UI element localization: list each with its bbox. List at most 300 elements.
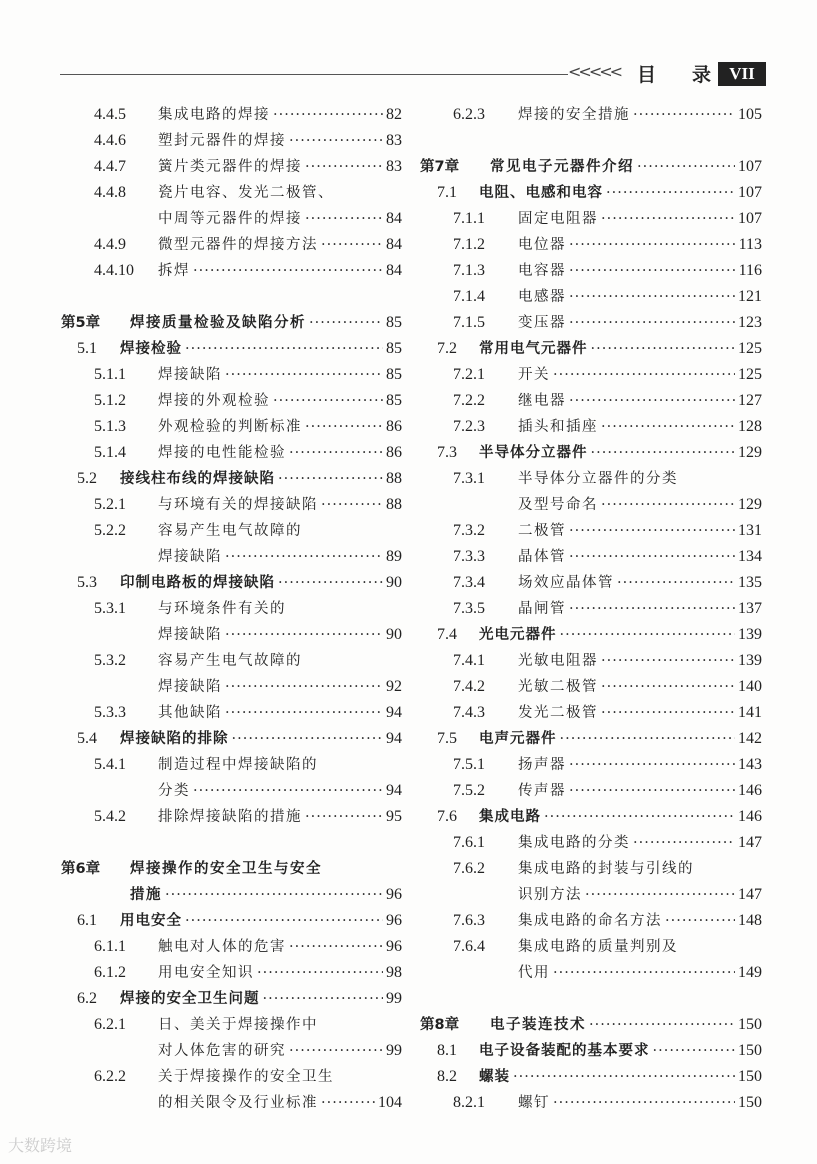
toc-entry-title: 焊接缺陷 xyxy=(158,627,222,643)
toc-entry-title: 制造过程中焊接缺陷的 xyxy=(158,757,318,773)
toc-entry[interactable] xyxy=(453,1090,762,1116)
toc-entry-page: 89 xyxy=(386,548,402,565)
toc-entry-number: 第8章 xyxy=(420,1017,460,1033)
toc-entry-page: 95 xyxy=(386,808,402,825)
toc-entry[interactable] xyxy=(94,414,402,440)
toc-entry-page: 146 xyxy=(738,782,762,799)
toc-entry-number: 7.2.2 xyxy=(453,392,485,409)
toc-entry[interactable] xyxy=(94,388,402,414)
toc-entry[interactable] xyxy=(453,284,762,310)
dot-leader xyxy=(273,388,383,414)
toc-entry[interactable] xyxy=(94,232,402,258)
dot-leader xyxy=(544,804,735,830)
header-title-2: 录 xyxy=(692,64,712,86)
toc-entry-number: 4.4.9 xyxy=(94,236,126,253)
toc-entry-title: 焊接操作的安全卫生与安全 xyxy=(130,861,322,877)
toc-entry-title: 识别方法 xyxy=(518,887,582,903)
toc-entry-number: 6.2 xyxy=(77,990,97,1007)
toc-entry-page: 84 xyxy=(386,236,402,253)
toc-entry[interactable] xyxy=(94,934,402,960)
dot-leader xyxy=(289,128,383,154)
toc-entry-title: 的相关限令及行业标准 xyxy=(158,1095,318,1111)
toc-entry-page: 116 xyxy=(738,262,762,279)
toc-entry-page: 85 xyxy=(386,340,402,357)
toc-entry-number: 7.2 xyxy=(437,340,457,357)
toc-entry-title: 微型元器件的焊接方法 xyxy=(158,237,318,253)
toc-entry[interactable] xyxy=(453,752,762,778)
toc-entry-number: 4.4.10 xyxy=(94,262,134,279)
toc-entry-number: 7.2.3 xyxy=(453,418,485,435)
toc-entry-continuation[interactable] xyxy=(158,622,402,648)
toc-entry-number: 8.1 xyxy=(437,1042,457,1059)
dot-leader xyxy=(569,258,736,284)
toc-entry[interactable] xyxy=(77,466,402,492)
dot-leader xyxy=(569,778,735,804)
toc-entry[interactable] xyxy=(94,440,402,466)
toc-entry[interactable] xyxy=(453,700,762,726)
toc-entry[interactable] xyxy=(94,518,402,544)
toc-entry[interactable] xyxy=(453,674,762,700)
toc-entry-title: 焊接的外观检验 xyxy=(158,393,270,409)
toc-entry[interactable] xyxy=(94,1012,402,1038)
toc-entry[interactable] xyxy=(453,466,762,492)
toc-entry-page: 82 xyxy=(386,106,402,123)
dot-leader xyxy=(560,726,736,752)
toc-entry-title: 半导体分立器件 xyxy=(479,445,588,461)
toc-entry[interactable] xyxy=(453,596,762,622)
toc-entry-title: 发光二极管 xyxy=(518,705,598,721)
toc-entry-title: 插头和插座 xyxy=(518,419,598,435)
dot-leader xyxy=(601,674,735,700)
toc-entry-title: 与环境条件有关的 xyxy=(158,601,286,617)
toc-entry-title: 固定电阻器 xyxy=(518,211,598,227)
dot-leader xyxy=(569,596,735,622)
dot-leader xyxy=(193,258,383,284)
toc-entry-title: 二极管 xyxy=(518,523,566,539)
dot-leader xyxy=(321,232,383,258)
toc-entry-page: 83 xyxy=(386,158,402,175)
toc-entry-page: 137 xyxy=(738,600,762,617)
toc-entry-page: 85 xyxy=(386,366,402,383)
dot-leader xyxy=(569,752,735,778)
toc-entry-continuation[interactable] xyxy=(158,778,402,804)
toc-entry-title: 焊接缺陷 xyxy=(158,679,222,695)
toc-entry-page: 143 xyxy=(738,756,762,773)
toc-entry-page: 129 xyxy=(738,496,762,513)
toc-entry-number: 4.4.6 xyxy=(94,132,126,149)
dot-leader xyxy=(569,310,735,336)
toc-entry-title: 其他缺陷 xyxy=(158,705,222,721)
toc-entry[interactable] xyxy=(453,570,762,596)
dot-leader xyxy=(617,570,735,596)
toc-entry-number: 5.2.1 xyxy=(94,496,126,513)
toc-entry-title: 集成电路的焊接 xyxy=(158,107,270,123)
toc-entry-number: 5.3.3 xyxy=(94,704,126,721)
toc-entry-title: 用电安全知识 xyxy=(158,965,254,981)
toc-entry[interactable] xyxy=(94,648,402,674)
toc-entry-number: 7.5.1 xyxy=(453,756,485,773)
dot-leader xyxy=(193,778,383,804)
dot-leader xyxy=(569,544,735,570)
toc-entry-title: 集成电路的封装与引线的 xyxy=(518,861,694,877)
dot-leader xyxy=(225,700,383,726)
toc-entry-title: 瓷片电容、发光二极管、 xyxy=(158,185,334,201)
toc-entry-continuation[interactable] xyxy=(158,1038,402,1064)
toc-entry-page: 99 xyxy=(386,1042,402,1059)
toc-entry-continuation[interactable] xyxy=(518,492,762,518)
toc-entry[interactable] xyxy=(437,726,762,752)
toc-entry-number: 7.1 xyxy=(437,184,457,201)
toc-entry[interactable] xyxy=(453,908,762,934)
toc-entry-page: 88 xyxy=(386,496,402,513)
toc-entry-page: 94 xyxy=(386,730,402,747)
toc-entry-title: 继电器 xyxy=(518,393,566,409)
toc-entry-title: 扬声器 xyxy=(518,757,566,773)
toc-entry-number: 7.1.4 xyxy=(453,288,485,305)
toc-entry-number: 4.4.5 xyxy=(94,106,126,123)
dot-leader xyxy=(601,492,735,518)
toc-entry[interactable] xyxy=(453,856,762,882)
toc-entry-page: 90 xyxy=(386,574,402,591)
toc-entry-page: 92 xyxy=(386,678,402,695)
dot-leader xyxy=(601,414,735,440)
dot-leader xyxy=(553,362,735,388)
toc-entry-page: 96 xyxy=(386,886,402,903)
toc-entry-page: 150 xyxy=(738,1094,762,1111)
toc-entry-page: 85 xyxy=(386,314,402,331)
toc-entry-page: 123 xyxy=(738,314,762,331)
toc-entry-number: 5.4 xyxy=(77,730,97,747)
toc-entry-page: 96 xyxy=(386,912,402,929)
toc-entry-title: 排除焊接缺陷的措施 xyxy=(158,809,302,825)
toc-entry[interactable] xyxy=(453,518,762,544)
toc-entry[interactable] xyxy=(77,908,402,934)
dot-leader xyxy=(289,934,383,960)
toc-entry-page: 150 xyxy=(738,1042,762,1059)
toc-entry-title: 电声元器件 xyxy=(479,731,557,747)
toc-entry-number: 5.3.1 xyxy=(94,600,126,617)
toc-entry-title: 集成电路的分类 xyxy=(518,835,630,851)
toc-entry[interactable] xyxy=(453,414,762,440)
dot-leader xyxy=(185,908,383,934)
toc-entry-page: 139 xyxy=(738,626,762,643)
toc-entry-page: 140 xyxy=(738,678,762,695)
toc-entry-page: 113 xyxy=(738,236,762,253)
toc-entry[interactable] xyxy=(94,128,402,154)
toc-entry-page: 129 xyxy=(738,444,762,461)
toc-entry-title: 光敏电阻器 xyxy=(518,653,598,669)
toc-entry-title: 光电元器件 xyxy=(479,627,557,643)
toc-entry-number: 7.1.2 xyxy=(453,236,485,253)
toc-entry[interactable] xyxy=(453,232,762,258)
toc-entry-page: 90 xyxy=(386,626,402,643)
dot-leader xyxy=(591,336,736,362)
toc-entry-title: 焊接的电性能检验 xyxy=(158,445,286,461)
toc-entry-number: 6.1 xyxy=(77,912,97,929)
toc-entry[interactable] xyxy=(94,804,402,830)
dot-leader xyxy=(225,674,383,700)
toc-entry-number: 7.6 xyxy=(437,808,457,825)
header-arrows: <<<<< xyxy=(568,62,621,81)
toc-entry[interactable] xyxy=(94,102,402,128)
toc-entry[interactable] xyxy=(453,310,762,336)
dot-leader xyxy=(569,284,735,310)
toc-entry-page: 84 xyxy=(386,262,402,279)
toc-entry-page: 84 xyxy=(386,210,402,227)
toc-entry-continuation[interactable] xyxy=(158,206,402,232)
toc-entry-page: 98 xyxy=(386,964,402,981)
toc-entry-title: 电位器 xyxy=(518,237,566,253)
toc-entry-title: 传声器 xyxy=(518,783,566,799)
dot-leader xyxy=(263,986,384,1012)
toc-entry-title: 用电安全 xyxy=(120,913,182,929)
toc-entry-title: 拆焊 xyxy=(158,263,190,279)
toc-entry-title: 开关 xyxy=(518,367,550,383)
watermark: 大数跨境 xyxy=(8,1136,73,1155)
toc-entry[interactable] xyxy=(94,258,402,284)
toc-entry-title: 集成电路的命名方法 xyxy=(518,913,662,929)
toc-entry[interactable] xyxy=(420,1012,762,1038)
toc-entry-title: 措施 xyxy=(130,887,162,903)
toc-entry[interactable] xyxy=(437,622,762,648)
toc-entry[interactable] xyxy=(420,154,762,180)
toc-entry-title: 场效应晶体管 xyxy=(518,575,614,591)
toc-entry-page: 149 xyxy=(738,964,762,981)
toc-entry-title: 晶体管 xyxy=(518,549,566,565)
toc-entry[interactable] xyxy=(94,154,402,180)
toc-entry-page: 107 xyxy=(738,184,762,201)
toc-entry-number: 7.4.1 xyxy=(453,652,485,669)
toc-entry-title: 簧片类元器件的焊接 xyxy=(158,159,302,175)
toc-entry[interactable] xyxy=(453,102,762,128)
dot-leader xyxy=(601,700,735,726)
toc-entry-number: 4.4.7 xyxy=(94,158,126,175)
toc-entry[interactable] xyxy=(437,180,762,206)
toc-entry-title: 塑封元器件的焊接 xyxy=(158,133,286,149)
dot-leader xyxy=(591,440,736,466)
dot-leader xyxy=(601,648,735,674)
toc-entry[interactable] xyxy=(94,180,402,206)
toc-entry-continuation[interactable] xyxy=(158,674,402,700)
toc-entry-number: 5.1.1 xyxy=(94,366,126,383)
header-rule xyxy=(60,74,568,75)
toc-entry-number: 7.3 xyxy=(437,444,457,461)
dot-leader xyxy=(653,1038,736,1064)
dot-leader xyxy=(513,1064,735,1090)
toc-entry[interactable] xyxy=(453,206,762,232)
toc-entry-title: 常见电子元器件介绍 xyxy=(490,159,634,175)
dot-leader xyxy=(225,622,383,648)
dot-leader xyxy=(321,492,383,518)
toc-entry-title: 与环境有关的焊接缺陷 xyxy=(158,497,318,513)
toc-entry-number: 5.1 xyxy=(77,340,97,357)
toc-entry-number: 第5章 xyxy=(61,315,101,331)
toc-entry-number: 第6章 xyxy=(61,861,101,877)
dot-leader xyxy=(309,310,383,336)
toc-entry-title: 代用 xyxy=(518,965,550,981)
dot-leader xyxy=(633,102,735,128)
toc-entry[interactable] xyxy=(77,726,402,752)
toc-entry-page: 147 xyxy=(738,886,762,903)
toc-entry[interactable] xyxy=(94,752,402,778)
toc-entry[interactable] xyxy=(94,700,402,726)
dot-leader xyxy=(257,960,383,986)
dot-leader xyxy=(589,1012,735,1038)
toc-entry-page: 150 xyxy=(738,1068,762,1085)
dot-leader xyxy=(278,466,383,492)
toc-entry[interactable] xyxy=(453,648,762,674)
toc-entry-page: 135 xyxy=(738,574,762,591)
toc-entry-title: 焊接质量检验及缺陷分析 xyxy=(130,315,306,331)
toc-entry-continuation[interactable] xyxy=(518,882,762,908)
dot-leader xyxy=(273,102,383,128)
toc-entry[interactable] xyxy=(453,830,762,856)
toc-entry[interactable] xyxy=(61,856,402,882)
dot-leader xyxy=(321,1090,375,1116)
toc-entry-number: 7.2.1 xyxy=(453,366,485,383)
toc-entry-continuation[interactable] xyxy=(158,544,402,570)
toc-entry-title: 对人体危害的研究 xyxy=(158,1043,286,1059)
dot-leader xyxy=(553,960,735,986)
dot-leader xyxy=(185,336,383,362)
toc-entry[interactable] xyxy=(453,258,762,284)
dot-leader xyxy=(569,388,735,414)
toc-entry-number: 7.6.4 xyxy=(453,938,485,955)
toc-entry-title: 日、美关于焊接操作中 xyxy=(158,1017,318,1033)
dot-leader xyxy=(560,622,736,648)
toc-entry-number: 7.3.5 xyxy=(453,600,485,617)
toc-entry-continuation[interactable] xyxy=(130,882,402,908)
toc-entry-number: 5.4.2 xyxy=(94,808,126,825)
toc-entry[interactable] xyxy=(437,1064,762,1090)
toc-entry[interactable] xyxy=(437,440,762,466)
toc-entry[interactable] xyxy=(453,544,762,570)
toc-entry-number: 7.3.2 xyxy=(453,522,485,539)
toc-entry-title: 电容器 xyxy=(518,263,566,279)
toc-entry-continuation[interactable] xyxy=(518,960,762,986)
toc-entry-number: 7.1.3 xyxy=(453,262,485,279)
toc-entry-number: 7.6.3 xyxy=(453,912,485,929)
dot-leader xyxy=(569,518,735,544)
toc-entry-page: 142 xyxy=(738,730,762,747)
toc-entry-title: 常用电气元器件 xyxy=(479,341,588,357)
dot-leader xyxy=(305,154,383,180)
toc-entry-page: 147 xyxy=(738,834,762,851)
toc-entry-number: 8.2 xyxy=(437,1068,457,1085)
toc-entry-page: 127 xyxy=(738,392,762,409)
toc-entry[interactable] xyxy=(94,1064,402,1090)
toc-entry[interactable] xyxy=(94,960,402,986)
page-number-roman: VII xyxy=(718,62,766,86)
toc-entry-page: 134 xyxy=(738,548,762,565)
toc-entry-number: 第7章 xyxy=(420,159,460,175)
toc-entry-number: 7.4 xyxy=(437,626,457,643)
toc-entry-title: 分类 xyxy=(158,783,190,799)
toc-entry-page: 86 xyxy=(386,418,402,435)
toc-entry-number: 5.3.2 xyxy=(94,652,126,669)
toc-entry-number: 7.4.2 xyxy=(453,678,485,695)
toc-entry-title: 变压器 xyxy=(518,315,566,331)
toc-entry-number: 6.2.1 xyxy=(94,1016,126,1033)
toc-entry-number: 7.5.2 xyxy=(453,782,485,799)
toc-entry-continuation[interactable] xyxy=(158,1090,402,1116)
toc-entry-number: 5.3 xyxy=(77,574,97,591)
toc-entry[interactable] xyxy=(437,1038,762,1064)
toc-entry-title: 中周等元器件的焊接 xyxy=(158,211,302,227)
toc-entry-page: 94 xyxy=(386,704,402,721)
toc-entry[interactable] xyxy=(453,778,762,804)
toc-entry[interactable] xyxy=(437,336,762,362)
toc-entry[interactable] xyxy=(94,596,402,622)
toc-entry-number: 6.2.3 xyxy=(453,106,485,123)
toc-entry-title: 焊接的安全措施 xyxy=(518,107,630,123)
toc-entry[interactable] xyxy=(94,492,402,518)
toc-entry-page: 125 xyxy=(738,366,762,383)
toc-entry-number: 6.2.2 xyxy=(94,1068,126,1085)
toc-entry-page: 131 xyxy=(738,522,762,539)
toc-entry-page: 148 xyxy=(738,912,762,929)
toc-entry-page: 150 xyxy=(738,1016,762,1033)
toc-entry-title: 关于焊接操作的安全卫生 xyxy=(158,1069,334,1085)
toc-entry-page: 121 xyxy=(738,288,762,305)
dot-leader xyxy=(232,726,384,752)
toc-entry-title: 电子设备装配的基本要求 xyxy=(479,1043,650,1059)
toc-entry-title: 半导体分立器件的分类 xyxy=(518,471,678,487)
dot-leader xyxy=(225,544,383,570)
toc-entry-page: 86 xyxy=(386,444,402,461)
toc-entry[interactable] xyxy=(453,388,762,414)
dot-leader xyxy=(305,804,383,830)
toc-entry[interactable] xyxy=(77,336,402,362)
toc-entry-number: 5.1.3 xyxy=(94,418,126,435)
toc-entry-title: 光敏二极管 xyxy=(518,679,598,695)
toc-entry-page: 146 xyxy=(738,808,762,825)
toc-entry[interactable] xyxy=(77,986,402,1012)
toc-entry-title: 触电对人体的危害 xyxy=(158,939,286,955)
toc-entry-title: 电感器 xyxy=(518,289,566,305)
dot-leader xyxy=(569,232,736,258)
toc-entry-title: 螺钉 xyxy=(518,1095,550,1111)
toc-entry-title: 焊接缺陷 xyxy=(158,367,222,383)
toc-entry[interactable] xyxy=(453,934,762,960)
toc-entry[interactable] xyxy=(94,362,402,388)
toc-entry-number: 7.5 xyxy=(437,730,457,747)
toc-entry-title: 焊接缺陷的排除 xyxy=(120,731,229,747)
toc-entry-page: 128 xyxy=(738,418,762,435)
toc-entry-title: 电阻、电感和电容 xyxy=(479,185,603,201)
toc-entry-title: 外观检验的判断标准 xyxy=(158,419,302,435)
dot-leader xyxy=(289,440,383,466)
toc-entry-page: 85 xyxy=(386,392,402,409)
toc-entry-page: 105 xyxy=(738,106,762,123)
toc-entry[interactable] xyxy=(453,362,762,388)
dot-leader xyxy=(553,1090,735,1116)
toc-entry-title: 焊接检验 xyxy=(120,341,182,357)
toc-entry-number: 7.6.1 xyxy=(453,834,485,851)
toc-entry-page: 104 xyxy=(378,1094,402,1111)
toc-entry-page: 88 xyxy=(386,470,402,487)
toc-entry-number: 7.3.1 xyxy=(453,470,485,487)
toc-entry-title: 晶闸管 xyxy=(518,601,566,617)
toc-entry[interactable] xyxy=(61,310,402,336)
toc-entry-page: 107 xyxy=(738,158,762,175)
toc-entry-number: 5.2 xyxy=(77,470,97,487)
toc-entry[interactable] xyxy=(77,570,402,596)
toc-entry[interactable] xyxy=(437,804,762,830)
dot-leader xyxy=(305,206,383,232)
toc-entry-number: 7.4.3 xyxy=(453,704,485,721)
toc-entry-title: 焊接的安全卫生问题 xyxy=(120,991,260,1007)
